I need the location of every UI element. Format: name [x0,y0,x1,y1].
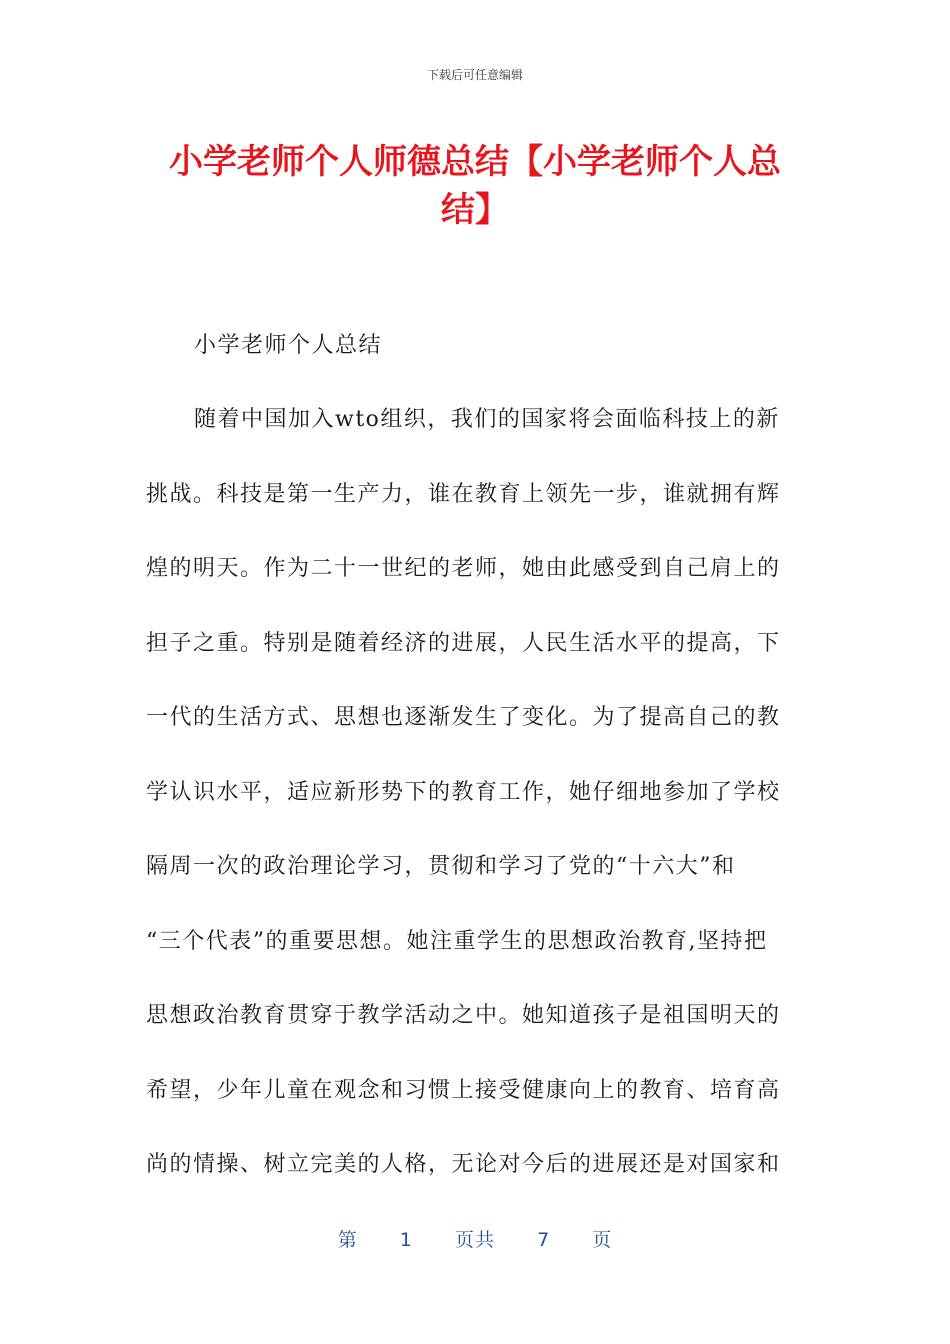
page-header-note: 下载后可任意编辑 [426,68,523,82]
paragraph-line-10: 希望，少年儿童在观念和习惯上接受健康向上的教育、培育高 [146,1077,781,1103]
paragraph-line-7: 隔周一次的政治理论学习，贯彻和学习了党的“十六大”和 [146,854,736,879]
paragraph-line-2: 挑战。科技是第一生产力，谁在教育上领先一步，谁就拥有辉 [146,481,781,507]
paragraph-line-9: 思想政治教育贯穿于教学活动之中。她知道孩子是祖国明天的 [146,1003,781,1028]
footer-label-total: 页共 [454,1229,495,1251]
footer-label-end: 页 [592,1229,613,1251]
paragraph-line-6: 学认识水平，适应新形势下的教育工作，她仔细地参加了学校 [146,779,781,805]
paragraph-line-5: 一代的生活方式、思想也逐渐发生了变化。为了提高自己的教 [146,705,781,730]
footer-label-page: 第 [337,1229,358,1251]
section-subheading [146,309,806,384]
body-paragraph [146,383,806,1203]
document-title-line-2: 结】 [441,190,509,230]
paragraph-line-1: 随着中国加入wto组织，我们的国家将会面临科技上的新 [194,407,780,432]
document-title-line-1: 小学老师个人师德总结【小学老师个人总 [169,142,781,182]
document-title [150,138,800,234]
page-footer [0,1225,950,1252]
footer-total-pages: 7 [537,1229,551,1251]
paragraph-line-3: 煌的明天。作为二十一世纪的老师，她由此感受到自己肩上的 [146,556,781,581]
paragraph-line-11: 尚的情操、树立完美的人格，无论对今后的进展还是对国家和 [146,1152,781,1177]
paragraph-line-8: “三个代表”的重要思想。她注重学生的思想政治教育,坚持把 [146,928,768,954]
paragraph-line-4: 担子之重。特别是随着经济的进展，人民生活水平的提高，下 [146,630,781,656]
subheading-text: 小学老师个人总结 [194,333,383,358]
footer-page-number: 1 [399,1229,413,1251]
